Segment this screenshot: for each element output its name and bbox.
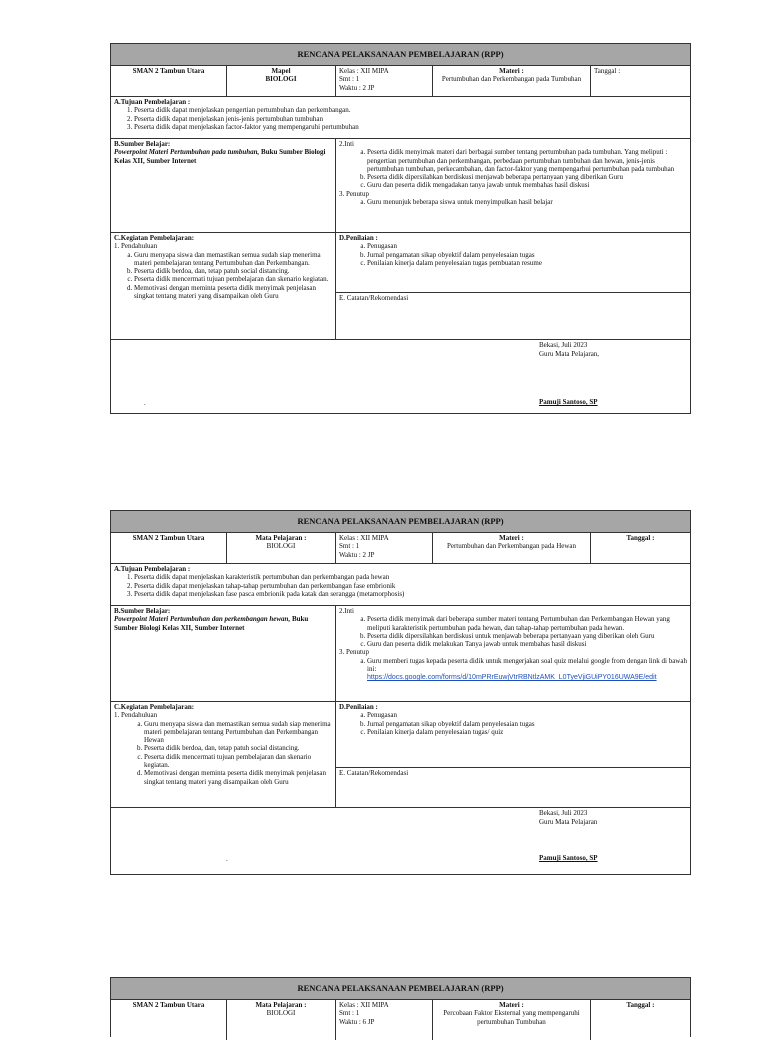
learning-objectives (111, 97, 690, 139)
date-cell (591, 1000, 690, 1040)
semester-info: Smt : 1 (339, 1009, 360, 1018)
intro-title: 1. Pendahuluan (114, 711, 158, 720)
date-label: Tanggal : (594, 67, 621, 75)
teacher-title: Guru Mata Pelajaran, (539, 350, 600, 358)
semester-info: Smt : 1 (339, 542, 360, 551)
assessment-item: c. Penilaian kinerja dalam penyelesaian tugas pembuatan resume (367, 259, 687, 267)
time-info: Waktu : 6 JP (339, 1017, 375, 1026)
material-value: Percobaan Faktor Eksternal yang mempengaruhi pertumbuhan Tumbuhan (443, 1009, 580, 1026)
subject-value: BIOLOGI (266, 1009, 296, 1018)
objectives-title: A.Tujuan Pembelajaran : (114, 565, 191, 573)
core-activities (336, 139, 690, 232)
material-value: Pertumbuhan dan Perkembangan pada Tumbuhan (441, 75, 582, 84)
intro-title: 1. Pendahuluan (114, 242, 158, 251)
notes-title: E. Catatan/Rekomendasi (339, 769, 409, 777)
sources-text (114, 148, 332, 165)
school-name: SMAN 2 Tambun Utara (111, 533, 227, 563)
subject-label: Mapel (271, 67, 291, 75)
rpp-document-3 (110, 977, 691, 1037)
material-cell (433, 1000, 591, 1040)
class-info: Kelas : XII MIPA (339, 1001, 389, 1009)
signature-dot: . (226, 855, 228, 863)
material-label: Materi : (499, 67, 524, 75)
time-info: Waktu : 2 JP (339, 550, 375, 559)
semester-info: Smt : 1 (339, 75, 360, 84)
assessment-list (339, 711, 687, 736)
sources-title: B.Sumber Belajar: (114, 140, 171, 148)
sources-rest: Buku Sumber Biologi Kelas XII, Sumber Internet (114, 148, 326, 165)
objectives-title: A.Tujuan Pembelajaran : (114, 98, 191, 106)
date-label: Tanggal : (626, 534, 655, 542)
rpp-document-2 (110, 510, 691, 875)
activities-assessment-row (111, 233, 690, 340)
closing-title: 3. Penutup (339, 189, 369, 198)
time-info: Waktu : 2 JP (339, 83, 375, 92)
closing-item (367, 657, 687, 683)
class-cell (336, 66, 433, 96)
material-cell (433, 533, 591, 563)
material-cell (433, 66, 591, 96)
intro-item: c. Peserta didik mencermati tujuan pembelajaran dan skenario kegiatan. (144, 753, 332, 770)
assessment (336, 702, 690, 768)
core-activities (336, 606, 690, 701)
school-name: SMAN 2 Tambun Utara (111, 66, 227, 96)
objective-item: 3. Peserta didik dapat menjelaskan fase pasca embrionik pada katak dan serangga (metamorphosis) (134, 590, 687, 598)
rpp-title: RENCANA PELAKSANAAN PEMBELAJARAN (RPP) (111, 978, 690, 1000)
teacher-title: Guru Mata Pelajaran (539, 818, 598, 826)
intro-item: b. Peserta didik berdoa, dan, tetap patuh social distancing. (144, 744, 332, 752)
intro-item: d. Memotivasi dengan meminta peserta didik menyimak penjelasan singkat tentang materi yang disampaikan oleh Guru (144, 769, 332, 786)
closing-item: a. Guru menunjuk beberapa siswa untuk menyimpulkan hasil belajar (367, 198, 687, 206)
assessment-notes (336, 233, 690, 339)
learning-sources (111, 139, 336, 232)
assessment-item: b. Jurnal pengamatan sikap obyektif dalam penyelesaian tugas (367, 720, 687, 728)
rpp-title: RENCANA PELAKSANAAN PEMBELAJARAN (RPP) (111, 511, 690, 533)
assessment-item: a. Penugasan (367, 242, 687, 250)
subject-cell (227, 66, 336, 96)
signature-block (111, 808, 690, 876)
sources-activities-row (111, 139, 690, 233)
learning-activities (111, 233, 336, 339)
learning-sources (111, 606, 336, 701)
core-title: 2.Inti (339, 140, 354, 148)
intro-list (114, 720, 332, 786)
sources-text (114, 615, 332, 632)
sources-italic: Powerpoint Materi Pertumbuhan pada tumbuhan, (114, 148, 260, 157)
learning-objectives (111, 564, 690, 606)
intro-item: a. Guru menyapa siswa dan memastikan semua sudah siap menerima materi pembelajaran tentang Pertumbuhan dan Perkembangan Hewan (144, 720, 332, 745)
date-cell (591, 66, 690, 96)
core-item: a. Peserta didik menyimak dari beberapa sumber materi tentang Pertumbuhan dan Perkembangan Hewan yang meliputi karakteristik pertumbuhan pada hewan, dan tahap-tahap pertumbuhan pada hewan. (367, 615, 687, 632)
assessment-item: c. Penilaian kinerja dalam penyelesaian tugas/ quiz (367, 728, 687, 736)
rpp-header (111, 1000, 690, 1040)
intro-item: d. Memotivasi dengan meminta peserta didik menyimak penjelasan singkat tentang materi yang disampaikan oleh Guru (134, 284, 332, 301)
closing-list (339, 657, 687, 683)
sources-activities-row (111, 606, 690, 702)
quiz-link[interactable]: https://docs.google.com/forms/d/10mPRrEuwjVtrRBNtlzAMK_L0TyeVjiGUiPY016UWA9E/edit (367, 674, 657, 682)
sources-italic: Powerpoint Materi Pertumbuhan dan perkembangan hewan, (114, 615, 291, 624)
objective-item: 2. Peserta didik dapat menjelaskan tahap-tahap pertumbuhan dan perkembangan fase embrionik (134, 582, 687, 590)
activities-assessment-row (111, 702, 690, 808)
learning-activities (111, 702, 336, 807)
signature-place: Bekasi, Juli 2023 (539, 341, 588, 349)
rpp-header (111, 66, 690, 97)
subject-label: Mata Pelajaran : (255, 1001, 307, 1009)
core-title: 2.Inti (339, 607, 354, 615)
rpp-title: RENCANA PELAKSANAAN PEMBELAJARAN (RPP) (111, 44, 690, 66)
subject-cell (227, 533, 336, 563)
objectives-list (114, 573, 687, 598)
subject-value: BIOLOGI (265, 75, 297, 84)
class-info: Kelas : XII MIPA (339, 67, 389, 75)
material-label: Materi : (499, 534, 524, 542)
class-cell (336, 533, 433, 563)
assessment-item: b. Jurnal pengamatan sikap obyektif dalam penyelesaian tugas (367, 251, 687, 259)
assessment-title: D.Penilaian : (339, 234, 378, 242)
subject-value: BIOLOGI (266, 542, 296, 551)
intro-item: c. Peserta didik mencermati tujuan pembelajaran dan skenario kegiatan. (134, 275, 332, 283)
intro-item: a. Guru menyapa siswa dan memastikan semua sudah siap menerima materi pembelajaran tentang Pertumbuhan dan Perkembangan. (134, 251, 332, 268)
notes (336, 768, 690, 778)
signature-place: Bekasi, Juli 2023 (539, 809, 588, 817)
core-item: c. Guru dan peserta didik melakukan Tanya jawab untuk membahas hasil diskusi (367, 640, 687, 648)
closing-list (339, 198, 687, 206)
objective-item: 3. Peserta didik dapat menjelaskan factor-faktor yang mempengaruhi pertumbuhan (134, 123, 687, 131)
assessment-list (339, 242, 687, 267)
activities-title: C.Kegiatan Pembelajaran: (114, 703, 195, 711)
notes-title: E. Catatan/Rekomendasi (339, 294, 409, 302)
material-value: Pertumbuhan dan Perkembangan pada Hewan (446, 542, 577, 551)
core-item: c. Guru dan peserta didik mengadakan tanya jawab untuk membahas hasil diskusi (367, 181, 687, 189)
date-cell (591, 533, 690, 563)
school-name: SMAN 2 Tambun Utara (111, 1000, 227, 1040)
core-list (339, 148, 687, 189)
rpp-header (111, 533, 690, 564)
assessment-title: D.Penilaian : (339, 703, 378, 711)
core-item: b. Peserta didik dipersilahkan berdiskusi untuk menjawab beberapa pertanyaan yang diberikan oleh Guru (367, 632, 687, 640)
intro-list (114, 251, 332, 301)
assessment-item: a. Penugasan (367, 711, 687, 719)
teacher-name: Pamuji Santoso, SP (539, 854, 598, 862)
notes (336, 293, 690, 303)
intro-item: b. Peserta didik berdoa, dan, tetap patuh social distancing. (134, 267, 332, 275)
assessment (336, 233, 690, 293)
objective-item: 1. Peserta didik dapat menjelaskan pengertian pertumbuhan dan perkembangan. (134, 106, 687, 114)
closing-title: 3. Penutup (339, 648, 369, 657)
subject-cell (227, 1000, 336, 1040)
signature-block (111, 340, 690, 416)
core-list (339, 615, 687, 648)
objectives-list (114, 106, 687, 131)
teacher-name: Pamuji Santoso, SP (539, 398, 598, 406)
assessment-notes (336, 702, 690, 807)
sources-rest: Buku Sumber Biologi Kelas XII, Sumber Internet (114, 615, 309, 632)
core-item: b. Peserta didik dipersilahkan berdiskusi menjawab beberapa pertanyaan yang diberikan Guru (367, 173, 687, 181)
material-label: Materi : (499, 1001, 524, 1009)
closing-item-text: Guru memberi tugas kepada peserta didik untuk mengerjakan soal quiz melalui google from dengan link di bawah ini: (367, 656, 687, 674)
objective-item: 1. Peserta didik dapat menjelaskan karakteristik pertumbuhan dan perkembangan pada hewan (134, 573, 687, 581)
date-label: Tanggal : (626, 1001, 655, 1009)
sources-title: B.Sumber Belajar: (114, 607, 171, 615)
signature-dot: . (144, 399, 146, 407)
core-item: a. Peserta didik menyimak materi dari berbagai sumber tentang pertumbuhan pada tumbuhan. Yang meliputi : pengertian pertumbuhan dan perkembangan, perbedaan pertumbuhan tumbuhan dan hewan, jenis-jenis pertumbuhan tumbuhan, perkecambahan, dan factor-faktor yang mempengarhui pertumbuhan pada tumbuhan (367, 148, 687, 173)
class-cell (336, 1000, 433, 1040)
subject-label: Mata Pelajaran : (255, 534, 307, 542)
rpp-document-1 (110, 43, 691, 414)
activities-title: C.Kegiatan Pembelajaran: (114, 234, 195, 242)
class-info: Kelas : XII MIPA (339, 534, 389, 542)
objective-item: 2. Peserta didik dapat menjelaskan jenis-jenis pertumbuhan tumbuhan (134, 115, 687, 123)
